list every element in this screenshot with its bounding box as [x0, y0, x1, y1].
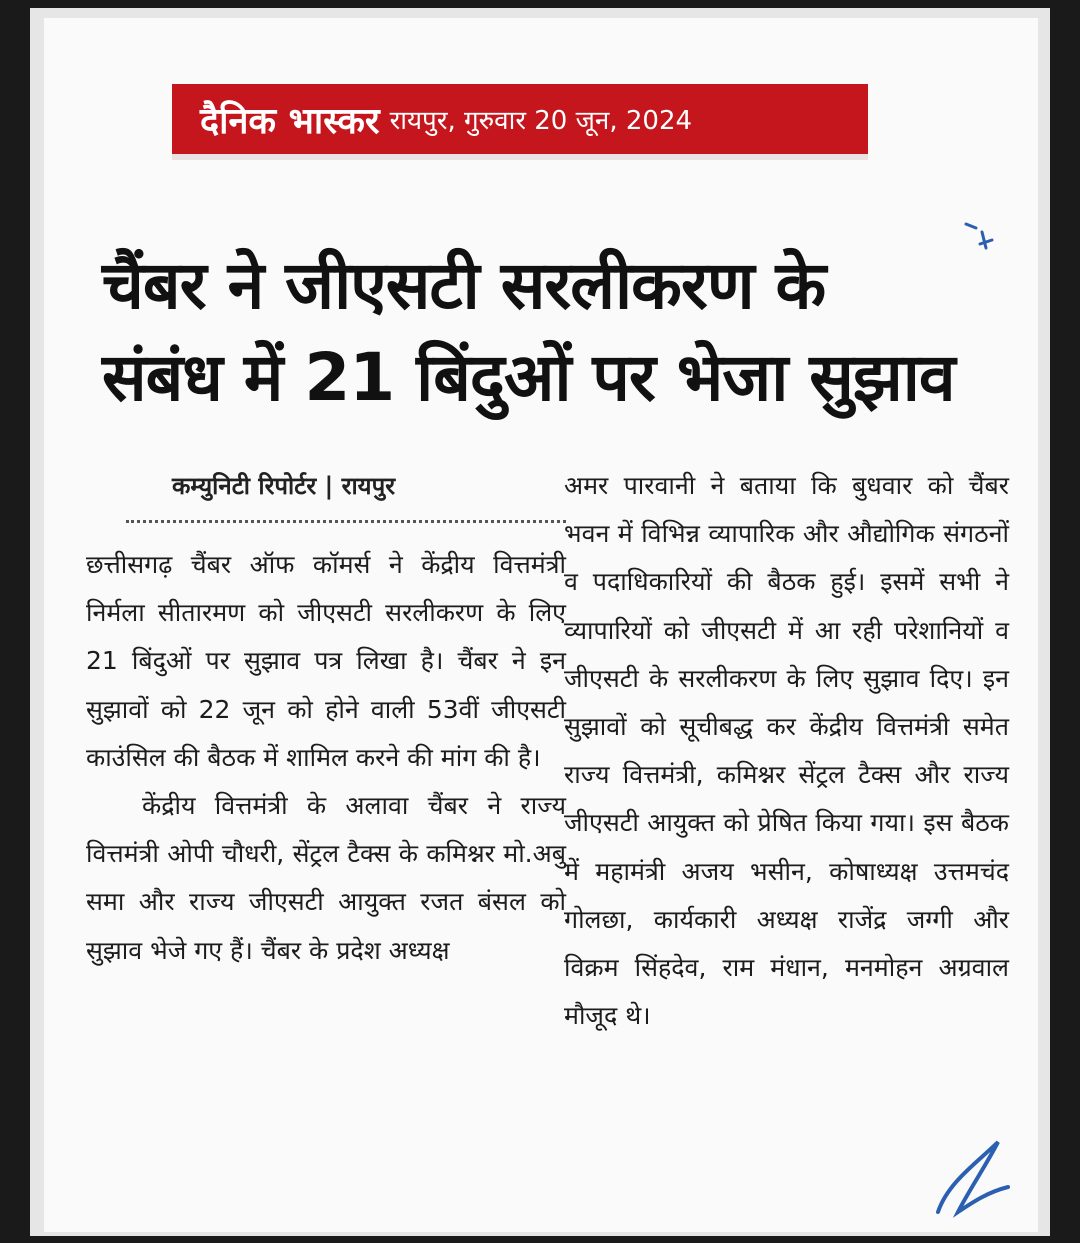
newspaper-name: दैनिक भास्कर: [200, 99, 380, 142]
article-paragraph-3: अमर पारवानी ने बताया कि बुधवार को चैंबर भवन में विभिन्न व्यापारिक और औद्योगिक संगठनों व पदाधिकारियों की बैठक हुई। इसमें सभी ने व्यापारियों को जीएसटी में आ रही परेशानियों व जीएसटी के सरलीकरण के लिए सुझाव दिए। इन सुझावों को सूचीबद्ध कर केंद्रीय वित्तमंत्री समेत राज्य वित्तमंत्री, कमिश्नर सेंट्रल टैक्स और राज्य जीएसटी आयुक्त को प्रेषित किया गया। इस बैठक में महामंत्री अजय भसीन, कोषाध्यक्ष उत्तमचंद गोलछा, कार्यकारी अध्यक्ष राजेंद्र जग्गी और विक्रम सिंहदेव, राम मंधान, मनमोहन अग्रवाल मौजूद थे।: [564, 471, 1009, 1031]
headline-line-1: चैंबर ने जीएसटी सरलीकरण के: [102, 247, 826, 324]
byline: कम्युनिटी रिपोर्टर | रायपुर: [172, 472, 396, 500]
article-column-right: [564, 462, 1009, 1040]
headline: [102, 240, 1002, 424]
byline-divider: [126, 520, 566, 523]
article-column-left: [86, 466, 566, 975]
masthead: [172, 84, 868, 160]
dateline: रायपुर, गुरुवार 20 जून, 2024: [389, 106, 693, 136]
article-paragraph-2: केंद्रीय वित्तमंत्री के अलावा चैंबर ने राज्य वित्तमंत्री ओपी चौधरी, सेंट्रल टैक्स के कमिश्नर मो.अबु समा और राज्य जीएसटी आयुक्त रजत बंसल को सुझाव भेजे गए हैं। चैंबर के प्रदेश अध्यक्ष: [86, 791, 566, 965]
article-paragraph-1: छत्तीसगढ़ चैंबर ऑफ कॉमर्स ने केंद्रीय वित्तमंत्री निर्मला सीतारमण को जीएसटी सरलीकरण के लिए 21 बिंदुओं पर सुझाव पत्र लिखा है। चैंबर ने इन सुझावों को 22 जून को होने वाली 53वीं जीएसटी काउंसिल की बैठक में शामिल करने की मांग की है।: [86, 550, 566, 772]
newspaper-clipping: [44, 18, 1038, 1232]
headline-line-2: संबंध में 21 बिंदुओं पर भेजा सुझाव: [102, 339, 955, 416]
pen-scribble-icon: [928, 1132, 1018, 1226]
